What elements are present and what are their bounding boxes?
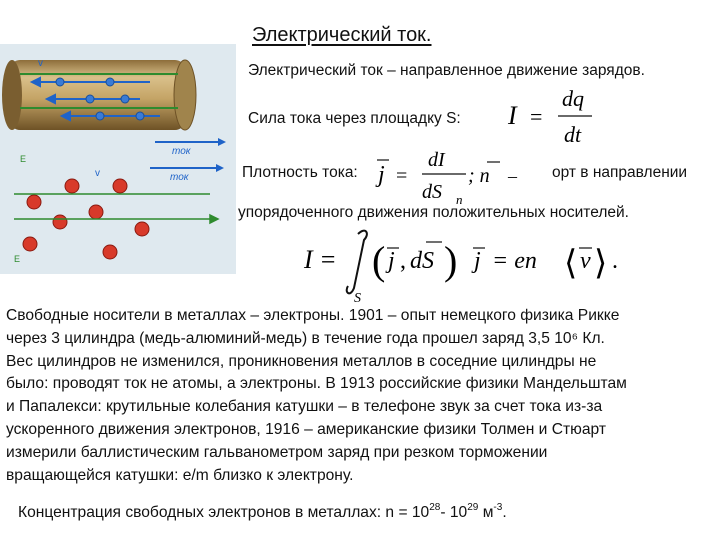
density-tail: орт в направлении bbox=[552, 164, 688, 181]
page-title: Электрический ток. bbox=[252, 24, 432, 46]
current-arrow-bottom bbox=[150, 164, 224, 172]
integral-sign bbox=[347, 231, 367, 294]
paragraph-line: было: проводят ток не атомы, а электроны. В 1913 российские физики Мандельштам bbox=[6, 375, 627, 393]
svg-text:j: j bbox=[474, 248, 481, 274]
svg-text:=: = bbox=[530, 104, 543, 129]
paragraph-line: через 3 цилиндра (медь-алюминий-медь) в течение года прошел заряд 3,5 10⁶ Кл. bbox=[6, 329, 605, 347]
density-label: Плотность тока: bbox=[242, 164, 358, 181]
v-label-bottom: v bbox=[95, 168, 100, 179]
paragraph-line: ускоренного движения электронов, 1916 – американские физики Толмен и Стюарт bbox=[6, 420, 606, 438]
current-label: Сила тока через площадку S: bbox=[248, 110, 461, 127]
svg-text:dq: dq bbox=[562, 86, 584, 111]
paragraph-line: Свободные носители в металлах – электроны. 1901 – опыт немецкого физика Рикке bbox=[6, 307, 620, 324]
svg-text:,: , bbox=[400, 248, 406, 274]
svg-text:⟩: ⟩ bbox=[594, 245, 608, 282]
svg-text:(: ( bbox=[372, 238, 386, 283]
svg-text:⟨: ⟨ bbox=[564, 245, 578, 282]
svg-text:; n: ; n bbox=[468, 165, 490, 187]
e-label-left: E bbox=[14, 254, 21, 264]
paragraph-line: измерили баллистическим гальванометром заряд при резком торможении bbox=[6, 443, 548, 461]
history-paragraph bbox=[6, 305, 720, 487]
paragraph-line: и Папалекси: крутильные колебания катушки – в телефоне звук за счет тока из-за bbox=[6, 398, 603, 416]
current-formula bbox=[500, 80, 600, 152]
svg-text:S: S bbox=[354, 291, 361, 304]
svg-text:.: . bbox=[612, 248, 618, 274]
svg-text:I =: I = bbox=[304, 245, 337, 274]
svg-text:j: j bbox=[378, 162, 385, 188]
tok-label-top: ток bbox=[172, 146, 191, 157]
tok-label-bottom: ток bbox=[170, 172, 189, 183]
svg-text:=: = bbox=[396, 165, 408, 187]
lower-field-lines bbox=[14, 194, 218, 223]
svg-text:dS: dS bbox=[422, 181, 442, 203]
density-tail-2: упорядоченного движения положительных носителей. bbox=[238, 204, 629, 221]
conductor-end bbox=[174, 60, 196, 130]
paragraph-line: Вес цилиндров не изменился, проникновения металлов в соседние цилиндры не bbox=[6, 352, 597, 370]
integral-formula bbox=[296, 226, 626, 304]
svg-text:dt: dt bbox=[564, 122, 582, 147]
current-arrow-top bbox=[155, 138, 226, 146]
v-label-top: v bbox=[38, 58, 43, 69]
svg-text:dI: dI bbox=[428, 149, 445, 171]
svg-text:v: v bbox=[580, 248, 591, 274]
svg-text:= en: = en bbox=[492, 248, 537, 274]
density-formula bbox=[372, 146, 542, 212]
paragraph-line: вращающейся катушки: e/m близко к электрону. bbox=[6, 466, 354, 484]
svg-text:–: – bbox=[508, 166, 517, 186]
definition-line: Электрический ток – направленное движение зарядов. bbox=[248, 62, 645, 79]
conductor-illustration bbox=[0, 44, 236, 274]
svg-text:dS: dS bbox=[410, 248, 434, 274]
svg-text:j: j bbox=[388, 248, 395, 274]
svg-text:): ) bbox=[444, 238, 458, 283]
svg-text:n: n bbox=[456, 192, 463, 207]
concentration-line: Концентрация свободных электронов в металлах: $n = 10^{28}-$ $10^{29}$ $м^{-3}$. bbox=[18, 502, 507, 521]
svg-text:I: I bbox=[508, 101, 517, 130]
conductor-diagram bbox=[0, 44, 236, 274]
e-label-top: E bbox=[20, 154, 27, 164]
